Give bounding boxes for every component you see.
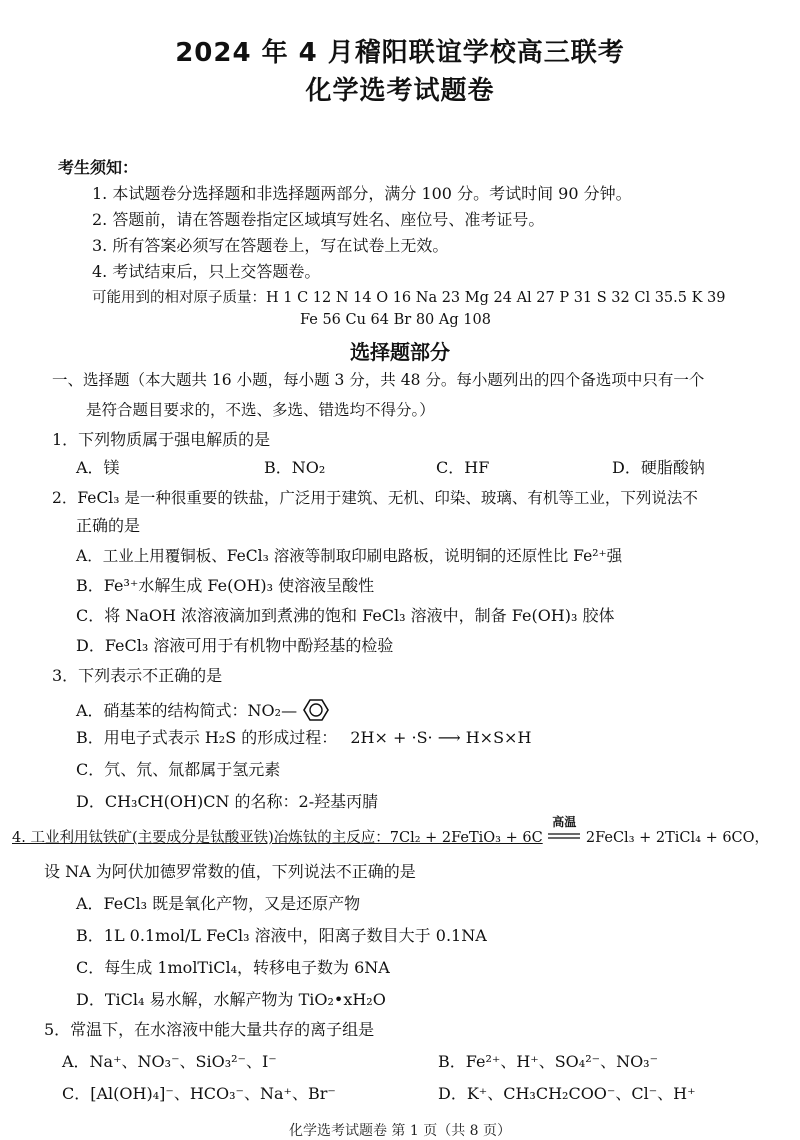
section-title: 选择题部分: [350, 340, 450, 364]
q1-option-c: C．HF: [436, 458, 490, 477]
section-intro-2: 是符合题目要求的，不选、多选、错选均不得分。）: [86, 401, 435, 419]
atomic-mass-line-1: 可能用到的相对原子质量：H 1 C 12 N 14 O 16 Na 23 Mg 24 Al 27 P 31 S 32 Cl 35.5 K 39: [92, 290, 726, 306]
q4-stem-1: [12, 815, 770, 848]
section-intro-1: 一、选择题（本大题共 16 小题，每小题 3 分，共 48 分。每小题列出的四个备选项中只有一个: [52, 371, 705, 389]
notice-heading: 考生须知：: [58, 158, 139, 177]
exam-subtitle: 化学选考试题卷: [305, 76, 495, 106]
q3-option-b-text: B．用电子式表示 H₂S 的形成过程：: [76, 728, 338, 747]
reaction-arrow: [547, 815, 581, 848]
q4-stem-lhs: 4. 工业利用钛铁矿(主要成分是钛酸亚铁)冶炼钛的主反应：7Cl₂ + 2FeTiO₃ + 6C: [12, 830, 543, 846]
notice-item-3: 3. 所有答案必须写在答题卷上，写在试卷上无效。: [92, 236, 449, 255]
q3-option-d: D．CH₃CH(OH)CN 的名称：2-羟基丙腈: [76, 792, 379, 811]
q2-option-d: D．FeCl₃ 溶液可用于有机物中酚羟基的检验: [76, 636, 394, 655]
exam-title: 2024 年 4 月稽阳联谊学校高三联考: [175, 38, 625, 68]
q1-option-b: B．NO₂: [264, 458, 326, 477]
equals-arrow-icon: [547, 831, 581, 841]
h2s-electron-formula: 2H× + ·S· ⟶ H×S×H: [350, 728, 532, 747]
q4-option-c: C．每生成 1molTiCl₄，转移电子数为 6NA: [76, 958, 390, 977]
q3-option-b: [76, 728, 531, 748]
q4-stem-rhs: 2FeCl₃ + 2TiCl₄ + 6CO，: [585, 830, 770, 846]
benzene-ring-icon: [303, 698, 329, 722]
q5-option-b: B．Fe²⁺、H⁺、SO₄²⁻、NO₃⁻: [438, 1052, 659, 1071]
q4-option-b: B．1L 0.1mol/L FeCl₃ 溶液中，阳离子数目大于 0.1NA: [76, 926, 487, 945]
notice-item-4: 4. 考试结束后，只上交答题卷。: [92, 262, 321, 281]
q5-stem: 5．常温下，在水溶液中能大量共存的离子组是: [44, 1020, 375, 1039]
notice-item-1: 1. 本试题卷分选择题和非选择题两部分，满分 100 分。考试时间 90 分钟。: [92, 184, 632, 203]
q4-stem-2: 设 NA 为阿伏加德罗常数的值，下列说法不正确的是: [44, 862, 416, 881]
reaction-condition: 高温: [552, 815, 577, 829]
q3-option-c: C．氕、氘、氚都属于氢元素: [76, 760, 281, 779]
notice-item-2: 2. 答题前，请在答题卷指定区域填写姓名、座位号、准考证号。: [92, 210, 545, 229]
atomic-mass-line-2: Fe 56 Cu 64 Br 80 Ag 108: [300, 312, 491, 328]
q2-stem-2: 正确的是: [76, 516, 141, 535]
q2-option-c: C．将 NaOH 浓溶液滴加到煮沸的饱和 FeCl₃ 溶液中，制备 Fe(OH)₃ 胶体: [76, 606, 615, 625]
q1-option-d: D．硬脂酸钠: [612, 458, 705, 477]
q2-option-b: B．Fe³⁺水解生成 Fe(OH)₃ 使溶液呈酸性: [76, 576, 375, 595]
q1-stem: 1．下列物质属于强电解质的是: [52, 430, 271, 449]
q4-option-a: A．FeCl₃ 既是氧化产物，又是还原产物: [76, 894, 361, 913]
q1-option-a: A．镁: [76, 458, 120, 477]
q4-option-d: D．TiCl₄ 易水解，水解产物为 TiO₂•xH₂O: [76, 990, 386, 1009]
q3-option-a-text: A．硝基苯的结构简式：NO₂—: [76, 701, 298, 720]
q5-option-a: A．Na⁺、NO₃⁻、SiO₃²⁻、I⁻: [62, 1052, 277, 1071]
q3-option-a: [76, 698, 329, 722]
q5-option-c: C．[Al(OH)₄]⁻、HCO₃⁻、Na⁺、Br⁻: [62, 1084, 336, 1103]
q3-stem: 3．下列表示不正确的是: [52, 666, 223, 685]
page-footer: 化学选考试题卷 第 1 页（共 8 页）: [288, 1123, 512, 1139]
q2-stem-1: 2．FeCl₃ 是一种很重要的铁盐，广泛用于建筑、无机、印染、玻璃、有机等工业，下列说法不: [52, 489, 698, 507]
q5-option-d: D．K⁺、CH₃CH₂COO⁻、Cl⁻、H⁺: [438, 1084, 696, 1103]
q2-option-a: A．工业上用覆铜板、FeCl₃ 溶液等制取印刷电路板，说明铜的还原性比 Fe²⁺强: [76, 547, 623, 565]
